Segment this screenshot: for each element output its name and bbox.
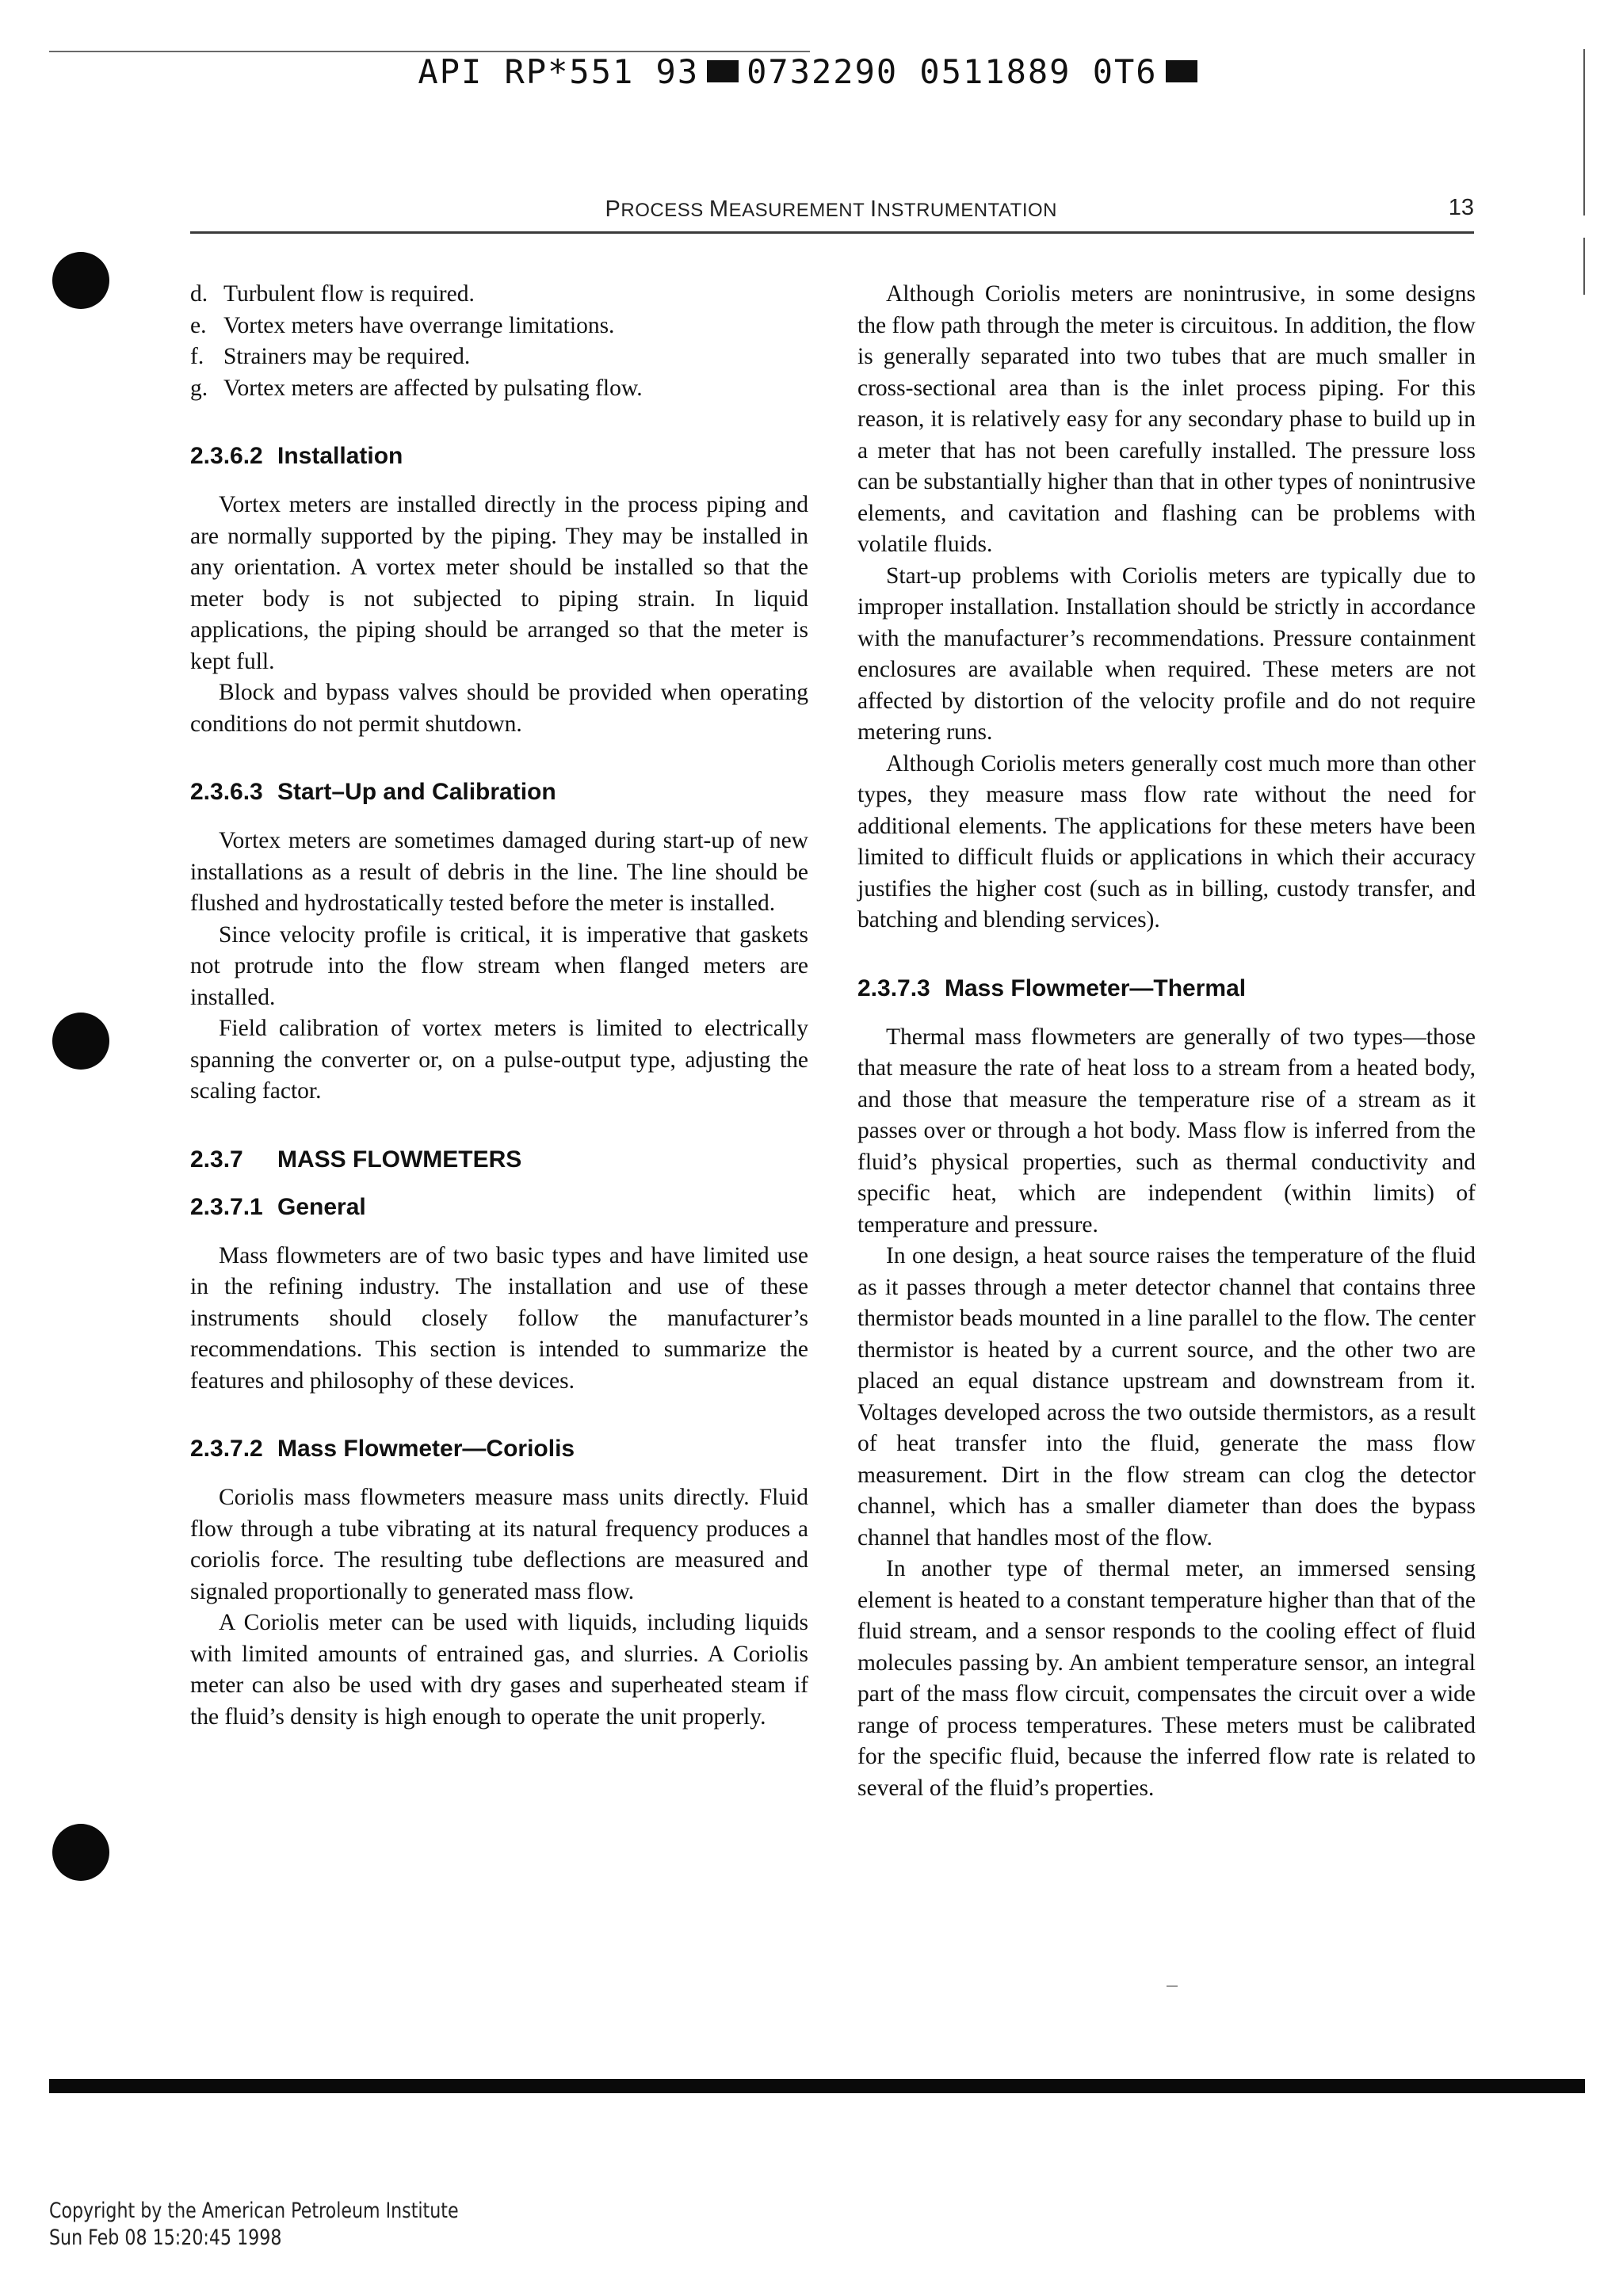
section-heading-2-3-7-3: 2.3.7.3 Mass Flowmeter—Thermal	[857, 974, 1247, 1001]
right-column	[857, 279, 1476, 1804]
paragraph: Although Coriolis meters are nonintrusive, in some designs the flow path through the meter is circuitous. In addition, the flow is generally separated into two tubes that are much smaller in cross-sectional area than is the inlet process piping. For this reason, it is relatively easy for any secondary phase to build up in a meter that has not been carefully installed. The pressure loss can be substantially higher than that in other types of nonintrusive elements, and cavitation and flashing can be problems with volatile fluids.	[857, 281, 1476, 557]
list-item: f. Strainers may be required.	[190, 344, 471, 369]
punch-hole-bottom	[52, 1824, 109, 1881]
list-item: d. Turbulent flow is required.	[190, 281, 475, 307]
section-heading-2-3-6-3: 2.3.6.3 Start–Up and Calibration	[190, 779, 556, 805]
paragraph: Vortex meters are installed directly in the process piping and are normally supported by the piping. They may be installed in any orientation. A vortex meter should be installed so that the meter body is not subjected to piping strain. In liquid applications, the piping should be arranged so that the meter is kept full.	[190, 492, 808, 674]
punch-hole-top	[52, 252, 109, 309]
list-item: e. Vortex meters have overrange limitations.	[190, 312, 615, 338]
left-column	[190, 279, 808, 1733]
paragraph: A Coriolis meter can be used with liquids, including liquids with limited amounts of entrained gas, and slurries. A Coriolis meter can also be used with dry gases and superheated steam if the fluid’s density is high enough to operate the unit properly.	[190, 1610, 808, 1730]
punch-hole-middle	[52, 1013, 109, 1070]
footer-line-timestamp: Sun Feb 08 15:20:45 1998	[49, 2225, 282, 2250]
scan-id-code	[0, 52, 1623, 91]
list-item: g. Vortex meters are affected by pulsating flow.	[190, 375, 643, 401]
paragraph: In another type of thermal meter, an immersed sensing element is heated to a constant temperature higher than that of the fluid stream, and a sensor responds to the cooling effect of fluid molecules passing by. An ambient temperature sensor, an integral part of the mass flow circuit, compensates the circuit over a wide range of process temperatures. These meters must be calibrated for the specific fluid, because the inferred flow rate is related to several of the fluid’s properties.	[857, 1556, 1476, 1801]
section-heading-2-3-7-1: 2.3.7.1 General	[190, 1193, 366, 1220]
footer-line-copyright: Copyright by the American Petroleum Institute	[49, 2199, 459, 2223]
paragraph: Coriolis mass flowmeters measure mass units directly. Fluid flow through a tube vibrating at its natural frequency produces a coriolis force. The resulting tube deflections are measured and signaled proportionally to generated mass flow.	[190, 1485, 808, 1604]
paragraph: Block and bypass valves should be provided when operating conditions do not permit shutdown.	[190, 680, 808, 737]
section-heading-2-3-7: 2.3.7 MASS FLOWMETERS	[190, 1146, 522, 1173]
scan-smudge	[1167, 1985, 1178, 1987]
paragraph: In one design, a heat source raises the temperature of the fluid as it passes through a meter detector channel that contains three thermistor beads mounted in a line parallel to the flow. The center thermistor is heated by a current source, and the other two are placed an equal distance upstream and downstream from it. Voltages developed across the two outside thermistors, as a result of heat transfer into the fluid, generate the mass flow measurement. Dirt in the flow stream can clog the detector channel, which has a smaller diameter than does the bypass channel that handles most of the flow.	[857, 1243, 1476, 1550]
paragraph: Thermal mass flowmeters are generally of two types—those that measure the rate of heat loss to a stream from a heated body, and those that measure the temperature rise of a stream as it passes over or through a hot body. Mass flow is inferred from the fluid’s physical properties, such as thermal conductivity and specific heat, which are independent (within limits) of temperature and pressure.	[857, 1024, 1476, 1238]
copyright-footer	[49, 2198, 459, 2252]
paragraph: Although Coriolis meters generally cost much more than other types, they measure mass flow rate without the need for additional elements. The applications for these meters have been limited to difficult fluids or applications in which their accuracy justifies the higher cost (such as in billing, custody transfer, and batching and blending services).	[857, 750, 1476, 933]
scan-block-mark	[707, 60, 739, 82]
scan-block-mark	[1166, 60, 1197, 82]
header-rule	[190, 231, 1474, 234]
paragraph: Field calibration of vortex meters is limited to electrically spanning the converter or, on a pulse-output type, adjusting the scaling factor.	[190, 1016, 808, 1104]
scan-code-part1: API RP*551 93	[418, 52, 700, 91]
paragraph: Since velocity profile is critical, it is imperative that gaskets not protrude into the flow stream when flanged meters are installed.	[190, 921, 808, 1010]
paragraph: Vortex meters are sometimes damaged during start-up of new installations as a result of debris in the line. The line should be flushed and hydrostatically tested before the meter is installed.	[190, 828, 808, 916]
section-heading-2-3-6-2: 2.3.6.2 Installation	[190, 443, 403, 469]
scan-right-line-lower	[1583, 238, 1585, 295]
page-number: 13	[1448, 195, 1474, 220]
paragraph: Start-up problems with Coriolis meters are typically due to improper installation. Installation should be strictly in accordance with the manufacturer’s recommendations. Pressure containment enclosures are available when required. These meters are not affected by distortion of the velocity profile and do not require metering runs.	[857, 563, 1476, 745]
paragraph: Mass flowmeters are of two basic types and have limited use in the refining industry. The installation and use of these instruments should closely follow the manufacturer’s recommendations. This section is intended to summarize the features and philosophy of these devices.	[190, 1242, 808, 1394]
scan-code-part2: 0732290 0511889 0T6	[747, 52, 1158, 91]
bottom-rule	[49, 2079, 1585, 2093]
running-header-title: PROCESS MEASUREMENT INSTRUMENTATION	[605, 196, 1057, 222]
section-heading-2-3-7-2: 2.3.7.2 Mass Flowmeter—Coriolis	[190, 1436, 575, 1462]
